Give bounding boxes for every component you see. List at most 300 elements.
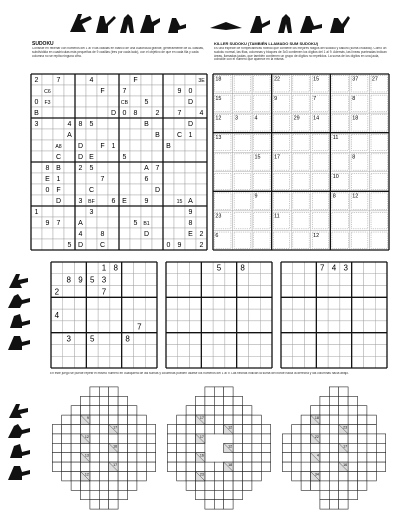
sudoku-cell[interactable] [63,344,75,356]
kakuro-cell[interactable] [137,472,146,481]
kakuro-cell[interactable] [311,481,320,490]
killer-cell[interactable] [369,113,389,133]
hex-cell[interactable] [31,184,42,195]
killer-cell[interactable] [272,191,292,211]
sudoku-cell[interactable] [305,274,317,286]
kakuro-cell[interactable] [205,387,214,396]
sudoku-cell[interactable] [86,321,98,333]
sudoku-cell[interactable] [237,297,249,309]
hex-cell[interactable] [31,140,42,151]
kakuro-cell[interactable] [90,462,99,471]
sudoku-cell[interactable] [122,356,134,368]
kakuro-cell[interactable] [137,443,146,452]
kakuro-cell[interactable] [52,443,61,452]
hex-cell[interactable] [31,217,42,228]
hex-cell[interactable] [75,107,86,118]
sudoku-cell[interactable] [178,286,190,298]
hex-cell[interactable] [141,107,152,118]
kakuro-cell[interactable] [128,443,137,452]
hex-cell[interactable] [163,118,174,129]
hex-cell[interactable] [174,74,185,85]
sudoku-cell[interactable] [51,344,63,356]
kakuro-cell[interactable] [52,425,61,434]
hex-cell[interactable] [64,206,75,217]
hex-cell[interactable] [174,184,185,195]
hex-cell[interactable] [42,140,53,151]
kakuro-cell[interactable] [376,462,385,471]
sudoku-cell[interactable] [75,297,87,309]
sudoku-cell[interactable] [328,274,340,286]
hex-cell[interactable] [108,118,119,129]
kakuro-cell[interactable] [282,443,291,452]
kakuro-cell[interactable] [311,462,320,471]
sudoku-cell[interactable] [352,297,364,309]
hex-cell[interactable] [185,140,196,151]
kakuro-cell[interactable] [109,406,118,415]
kakuro-cell[interactable] [71,481,80,490]
kakuro-cell[interactable] [99,472,108,481]
hex-cell[interactable] [86,173,97,184]
sudoku-cell[interactable] [190,262,202,274]
sudoku-cell[interactable] [63,321,75,333]
sudoku-cell[interactable] [352,309,364,321]
sudoku-cell[interactable] [293,321,305,333]
kakuro-cell[interactable] [367,472,376,481]
sudoku-cell[interactable] [201,262,213,274]
kakuro-cell[interactable] [196,462,205,471]
sudoku-cell[interactable] [260,297,272,309]
hex-cell[interactable] [64,96,75,107]
kakuro-cell[interactable] [329,406,338,415]
sudoku-cell[interactable] [352,262,364,274]
killer-cell[interactable] [330,152,350,172]
kakuro-cell[interactable] [358,481,367,490]
hex-cell[interactable] [152,96,163,107]
sudoku-cell[interactable] [51,321,63,333]
kakuro-cell[interactable] [243,415,252,424]
kakuro-cell[interactable] [320,406,329,415]
sudoku-cell[interactable] [363,286,375,298]
hex-cell[interactable] [152,118,163,129]
killer-cell[interactable] [311,211,331,231]
sudoku-cell[interactable] [98,356,110,368]
hex-cell[interactable] [42,206,53,217]
kakuro-cell[interactable] [90,472,99,481]
killer-cell[interactable] [350,133,370,153]
kakuro-cell[interactable] [252,425,261,434]
kakuro-cell[interactable] [118,425,127,434]
kakuro-cell[interactable] [261,443,270,452]
kakuro-cell[interactable] [71,462,80,471]
sudoku-cell[interactable] [248,274,260,286]
sudoku-cell[interactable] [51,356,63,368]
kakuro-cell[interactable] [339,500,348,509]
kakuro-cell[interactable] [214,472,223,481]
sudoku-cell[interactable] [363,262,375,274]
hex-cell[interactable] [64,228,75,239]
hex-cell[interactable] [108,173,119,184]
kakuro-cell[interactable] [90,406,99,415]
killer-sudoku-grid[interactable] [212,73,390,251]
sudoku-cell[interactable] [63,262,75,274]
sudoku-cell[interactable] [51,262,63,274]
kakuro-puzzle-b[interactable] [163,384,275,512]
hex-cell[interactable] [130,140,141,151]
hex-cell[interactable] [152,151,163,162]
kakuro-cell[interactable] [261,462,270,471]
sudoku-cell[interactable] [133,274,145,286]
sudoku-cell[interactable] [248,333,260,345]
kakuro-cell[interactable] [62,453,71,462]
sudoku-cell[interactable] [281,274,293,286]
sudoku-cell[interactable] [86,286,98,298]
kakuro-cell[interactable] [320,462,329,471]
sudoku-cell[interactable] [63,309,75,321]
sudoku-cell[interactable] [98,333,110,345]
kakuro-cell[interactable] [233,425,242,434]
sudoku-cell[interactable] [248,262,260,274]
kakuro-cell[interactable] [301,472,310,481]
hex-cell[interactable] [42,118,53,129]
kakuro-puzzle-c[interactable] [278,384,390,512]
kakuro-cell[interactable] [177,462,186,471]
kakuro-cell[interactable] [233,462,242,471]
sudoku-cell[interactable] [293,286,305,298]
hex-cell[interactable] [31,173,42,184]
sudoku-cell[interactable] [201,309,213,321]
sudoku-cell[interactable] [145,297,157,309]
hex-cell[interactable] [163,129,174,140]
kakuro-cell[interactable] [348,481,357,490]
kakuro-cell[interactable] [233,396,242,405]
kakuro-cell[interactable] [261,434,270,443]
sudoku-cell[interactable] [248,321,260,333]
hex-cell[interactable] [75,206,86,217]
killer-cell[interactable] [272,113,292,133]
kakuro-cell[interactable] [329,443,338,452]
sudoku-cell[interactable] [281,297,293,309]
hex-cell[interactable] [108,162,119,173]
kakuro-cell[interactable] [109,500,118,509]
sudoku-cell[interactable] [352,286,364,298]
kakuro-cell[interactable] [186,425,195,434]
killer-cell[interactable] [291,211,311,231]
sudoku-cell[interactable] [305,333,317,345]
kakuro-cell[interactable] [146,443,155,452]
kakuro-cell[interactable] [81,481,90,490]
kakuro-cell[interactable] [81,490,90,499]
sudoku-cell[interactable] [110,321,122,333]
hex-cell[interactable] [64,217,75,228]
kakuro-cell[interactable] [367,453,376,462]
hex-cell[interactable] [163,162,174,173]
sudoku-cell[interactable] [201,286,213,298]
kakuro-cell[interactable] [292,425,301,434]
kakuro-cell[interactable] [348,490,357,499]
kakuro-cell[interactable] [128,462,137,471]
hex-cell[interactable] [152,217,163,228]
kakuro-cell[interactable] [301,443,310,452]
sudoku-cell[interactable] [316,333,328,345]
kakuro-cell[interactable] [62,443,71,452]
hex-cell[interactable] [108,184,119,195]
kakuro-cell[interactable] [329,387,338,396]
sudoku-cell[interactable] [352,344,364,356]
sudoku-cell[interactable] [86,309,98,321]
hex-cell[interactable] [174,217,185,228]
hex-cell[interactable] [174,151,185,162]
kakuro-cell[interactable] [233,453,242,462]
hex-cell[interactable] [196,173,207,184]
hex-cell[interactable] [174,228,185,239]
kakuro-cell[interactable] [71,406,80,415]
hex-cell[interactable] [152,74,163,85]
hex-cell[interactable] [97,107,108,118]
kakuro-cell[interactable] [71,425,80,434]
sudoku-cell[interactable] [133,262,145,274]
sudoku-cell[interactable] [145,286,157,298]
sudoku-cell[interactable] [260,274,272,286]
kakuro-cell[interactable] [81,462,90,471]
kakuro-cell[interactable] [137,453,146,462]
sudoku-cell[interactable] [316,297,328,309]
killer-cell[interactable] [291,172,311,192]
kakuro-cell[interactable] [118,443,127,452]
sudoku-cell[interactable] [225,356,237,368]
sudoku-cell[interactable] [237,333,249,345]
hex-cell[interactable] [196,151,207,162]
kakuro-cell[interactable] [137,415,146,424]
kakuro-cell[interactable] [62,415,71,424]
sudoku-cell[interactable] [178,333,190,345]
hex-cell[interactable] [108,74,119,85]
hex-cell[interactable] [53,118,64,129]
kakuro-cell[interactable] [339,472,348,481]
sudoku-cell[interactable] [340,274,352,286]
hex-cell[interactable] [64,195,75,206]
sudoku-cell[interactable] [213,297,225,309]
sudoku-cell[interactable] [110,344,122,356]
kakuro-cell[interactable] [109,453,118,462]
kakuro-cell[interactable] [109,490,118,499]
hex-cell[interactable] [196,118,207,129]
kakuro-cell[interactable] [233,415,242,424]
sudoku-cell[interactable] [166,321,178,333]
sudoku-cell[interactable] [110,297,122,309]
hex-cell[interactable] [119,184,130,195]
hex-cell[interactable] [86,107,97,118]
kakuro-cell[interactable] [358,434,367,443]
kakuro-cell[interactable] [376,453,385,462]
hex-sudoku-grid[interactable] [30,73,208,251]
sudoku-cell[interactable] [237,274,249,286]
killer-cell[interactable] [311,191,331,211]
kakuro-cell[interactable] [99,387,108,396]
sudoku-cell[interactable] [260,309,272,321]
killer-cell[interactable] [291,94,311,114]
kakuro-cell[interactable] [146,434,155,443]
kakuro-cell[interactable] [71,415,80,424]
sudoku-cell[interactable] [225,262,237,274]
sudoku-cell[interactable] [110,333,122,345]
kakuro-cell[interactable] [224,387,233,396]
hex-cell[interactable] [196,195,207,206]
sudoku-cell[interactable] [98,344,110,356]
kakuro-cell[interactable] [205,462,214,471]
kakuro-cell[interactable] [109,481,118,490]
kakuro-puzzle-a[interactable] [48,384,160,512]
killer-cell[interactable] [369,191,389,211]
kakuro-cell[interactable] [109,415,118,424]
hex-cell[interactable] [53,206,64,217]
hex-cell[interactable] [163,184,174,195]
kakuro-cell[interactable] [320,490,329,499]
kakuro-cell[interactable] [329,500,338,509]
kakuro-cell[interactable] [186,453,195,462]
kakuro-cell[interactable] [282,462,291,471]
kakuro-cell[interactable] [301,415,310,424]
sudoku-cell[interactable] [340,286,352,298]
sudoku-cell[interactable] [375,286,387,298]
hex-cell[interactable] [185,162,196,173]
sudoku-cell[interactable] [248,286,260,298]
kakuro-cell[interactable] [348,472,357,481]
kakuro-cell[interactable] [214,425,223,434]
sudoku-cell[interactable] [86,344,98,356]
hex-cell[interactable] [75,173,86,184]
kakuro-cell[interactable] [243,453,252,462]
kakuro-cell[interactable] [205,481,214,490]
kakuro-cell[interactable] [177,434,186,443]
kakuro-cell[interactable] [196,443,205,452]
kakuro-cell[interactable] [177,453,186,462]
killer-cell[interactable] [233,230,253,250]
killer-cell[interactable] [311,172,331,192]
kakuro-cell[interactable] [81,443,90,452]
hex-cell[interactable] [174,118,185,129]
kakuro-cell[interactable] [358,425,367,434]
sudoku-cell[interactable] [213,274,225,286]
kakuro-cell[interactable] [292,472,301,481]
sudoku-cell[interactable] [213,286,225,298]
hex-cell[interactable] [141,239,152,250]
killer-cell[interactable] [233,211,253,231]
kakuro-cell[interactable] [252,462,261,471]
sudoku-cell[interactable] [63,297,75,309]
kakuro-cell[interactable] [118,434,127,443]
kakuro-cell[interactable] [320,425,329,434]
kakuro-cell[interactable] [367,443,376,452]
sudoku-cell[interactable] [316,344,328,356]
kakuro-cell[interactable] [243,425,252,434]
hex-cell[interactable] [196,206,207,217]
hex-cell[interactable] [185,74,196,85]
kakuro-cell[interactable] [348,443,357,452]
sudoku-cell[interactable] [213,321,225,333]
kakuro-cell[interactable] [214,462,223,471]
sudoku-cell[interactable] [305,344,317,356]
kakuro-cell[interactable] [99,500,108,509]
sudoku-cell[interactable] [213,309,225,321]
kakuro-cell[interactable] [118,462,127,471]
killer-cell[interactable] [291,133,311,153]
hex-cell[interactable] [130,195,141,206]
kakuro-cell[interactable] [167,425,176,434]
hex-cell[interactable] [185,151,196,162]
killer-cell[interactable] [213,172,233,192]
kakuro-cell[interactable] [329,434,338,443]
killer-cell[interactable] [330,230,350,250]
kakuro-cell[interactable] [205,415,214,424]
kakuro-cell[interactable] [243,481,252,490]
hex-cell[interactable] [97,195,108,206]
hex-cell[interactable] [75,184,86,195]
sudoku-cell[interactable] [260,356,272,368]
kakuro-cell[interactable] [99,443,108,452]
kakuro-cell[interactable] [99,453,108,462]
killer-cell[interactable] [252,74,272,94]
sudoku-cell[interactable] [340,356,352,368]
hex-cell[interactable] [64,184,75,195]
kakuro-cell[interactable] [128,415,137,424]
kakuro-cell[interactable] [205,396,214,405]
kakuro-cell[interactable] [329,481,338,490]
sudoku-cell[interactable] [145,309,157,321]
killer-cell[interactable] [252,230,272,250]
classic-sudoku-a[interactable] [50,261,160,369]
sudoku-cell[interactable] [190,309,202,321]
hex-cell[interactable] [42,239,53,250]
hex-cell[interactable] [141,129,152,140]
kakuro-cell[interactable] [339,387,348,396]
sudoku-cell[interactable] [352,274,364,286]
kakuro-cell[interactable] [128,406,137,415]
kakuro-cell[interactable] [348,434,357,443]
sudoku-cell[interactable] [352,333,364,345]
hex-cell[interactable] [75,85,86,96]
killer-cell[interactable] [330,94,350,114]
hex-cell[interactable] [53,85,64,96]
kakuro-cell[interactable] [376,434,385,443]
kakuro-cell[interactable] [167,462,176,471]
hex-cell[interactable] [174,162,185,173]
sudoku-cell[interactable] [201,333,213,345]
kakuro-cell[interactable] [243,434,252,443]
kakuro-cell[interactable] [90,425,99,434]
killer-cell[interactable] [272,133,292,153]
hex-cell[interactable] [108,85,119,96]
kakuro-cell[interactable] [311,425,320,434]
hex-cell[interactable] [152,85,163,96]
kakuro-cell[interactable] [301,481,310,490]
kakuro-cell[interactable] [224,481,233,490]
kakuro-cell[interactable] [320,443,329,452]
sudoku-cell[interactable] [201,344,213,356]
hex-cell[interactable] [42,228,53,239]
kakuro-cell[interactable] [71,443,80,452]
sudoku-cell[interactable] [122,286,134,298]
kakuro-cell[interactable] [118,490,127,499]
sudoku-cell[interactable] [122,321,134,333]
hex-cell[interactable] [152,206,163,217]
sudoku-cell[interactable] [340,309,352,321]
sudoku-cell[interactable] [328,309,340,321]
hex-cell[interactable] [31,195,42,206]
kakuro-cell[interactable] [233,490,242,499]
sudoku-cell[interactable] [340,321,352,333]
sudoku-cell[interactable] [213,356,225,368]
sudoku-cell[interactable] [122,262,134,274]
